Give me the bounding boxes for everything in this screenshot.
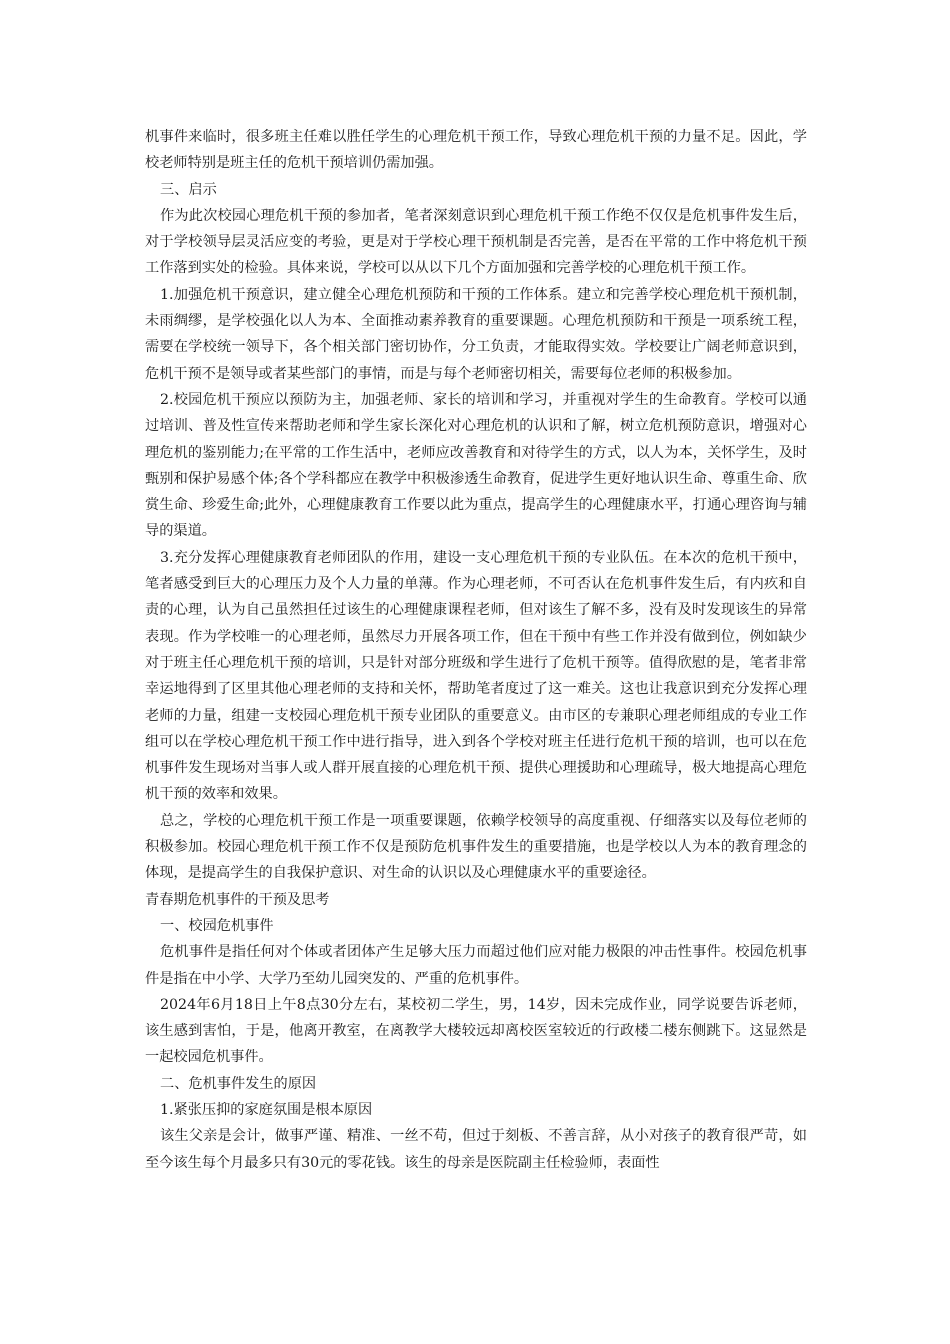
list-item-3: 3.充分发挥心理健康教育老师团队的作用，建设一支心理危机干预的专业队伍。在本次的危机干预中，笔者感受到巨大的心理压力及个人力量的单薄。作为心理老师，不可否认在危机事件发生后，有内疚和自责的心理，认为自己虽然担任过该生的心理健康课程老师，但对该生了解不多，没有及时发现该生的异常表现。作为学校唯一的心理老师，虽然尽力开展各项工作，但在干预中有些工作并没有做到位，例如缺少对于班主任心理危机干预的培训，只是针对部分班级和学生进行了危机干预等。值得欣慰的是，笔者非常幸运地得到了区里其他心理老师的支持和关怀，帮助笔者度过了这一难关。这也让我意识到充分发挥心理老师的力量，组建一支校园心理危机干预专业团队的重要意义。由市区的专兼职心理老师组成的专业工作组可以在学校心理危机干预工作中进行指导，进入到各个学校对班主任进行危机干预的培训，也可以在危机事件发生现场对当事人或人群开展直接的心理危机干预、提供心理援助和心理疏导，极大地提高心理危机干预的效率和效果。 [145, 549, 807, 803]
section-heading-1: 一、校园危机事件 [160, 917, 274, 934]
subheading-1: 1.紧张压抑的家庭氛围是根本原因 [160, 1101, 373, 1118]
paragraph-1: 机事件来临时，很多班主任难以胜任学生的心理危机干预工作，导致心理危机干预的力量不足。因此，学校老师特别是班主任的危机干预培训仍需加强。 [145, 129, 807, 172]
paragraph-3: 作为此次校园心理危机干预的参加者，笔者深刻意识到心理危机干预工作绝不仅仅是危机事件发生后，对于学校领导层灵活应变的考验，更是对于学校心理干预机制是否完善，是否在平常的工作中将危机干预工作落到实处的检验。具体来说，学校可以从以下几个方面加强和完善学校的心理危机干预工作。 [145, 207, 807, 277]
paragraph-case: 2024年6月18日上午8点30分左右，某校初二学生，男，14岁，因未完成作业，同学说要告诉老师，该生感到害怕，于是，他离开教室，在离教学大楼较远却离校医室较近的行政楼二楼东侧跳下。这显然是一起校园危机事件。 [145, 996, 807, 1066]
paragraph-family: 该生父亲是会计，做事严谨、精准、一丝不苟，但过于刻板、不善言辞，从小对孩子的教育很严苛，如至今该生每个月最多只有30元的零花钱。该生的母亲是医院副主任检验师，表面性 [145, 1128, 807, 1171]
document-body [145, 124, 807, 1176]
paragraph-definition: 危机事件是指任何对个体或者团体产生足够大压力而超过他们应对能力极限的冲击性事件。校园危机事件是指在中小学、大学乃至幼儿园突发的、严重的危机事件。 [145, 944, 807, 987]
list-item-1: 1.加强危机干预意识，建立健全心理危机预防和干预的工作体系。建立和完善学校心理危机干预机制，未雨绸缪，是学校强化以人为本、全面推动素养教育的重要课题。心理危机预防和干预是一项系统工程，需要在学校统一领导下，各个相关部门密切协作，分工负责，才能取得实效。学校要让广阔老师意识到，危机干预不是领导或者某些部门的事情，而是与每个老师密切相关，需要每位老师的积极参加。 [145, 286, 807, 382]
section-heading-insights: 三、启示 [160, 181, 217, 198]
article-title: 青春期危机事件的干预及思考 [145, 891, 330, 908]
list-item-2: 2.校园危机干预应以预防为主，加强老师、家长的培训和学习，并重视对学生的生命教育。学校可以通过培训、普及性宣传来帮助老师和学生家长深化对心理危机的认识和了解，树立危机预防意识，增强对心理危机的鉴别能力;在平常的工作生活中，老师应改善教育和对待学生的方式，以人为本，关怀学生，及时甄别和保护易感个体;各个学科都应在教学中积极渗透生命教育，促进学生更好地认识生命、尊重生命、欣赏生命、珍爱生命;此外，心理健康教育工作要以此为重点，提高学生的心理健康水平，打通心理咨询与辅导的渠道。 [145, 391, 807, 540]
section-heading-2: 二、危机事件发生的原因 [160, 1075, 317, 1092]
conclusion-paragraph: 总之，学校的心理危机干预工作是一项重要课题，依赖学校领导的高度重视、仔细落实以及每位老师的积极参加。校园心理危机干预工作不仅是预防危机事件发生的重要措施，也是学校以人为本的教育理念的体现，是提高学生的自我保护意识、对生命的认识以及心理健康水平的重要途径。 [145, 812, 807, 882]
